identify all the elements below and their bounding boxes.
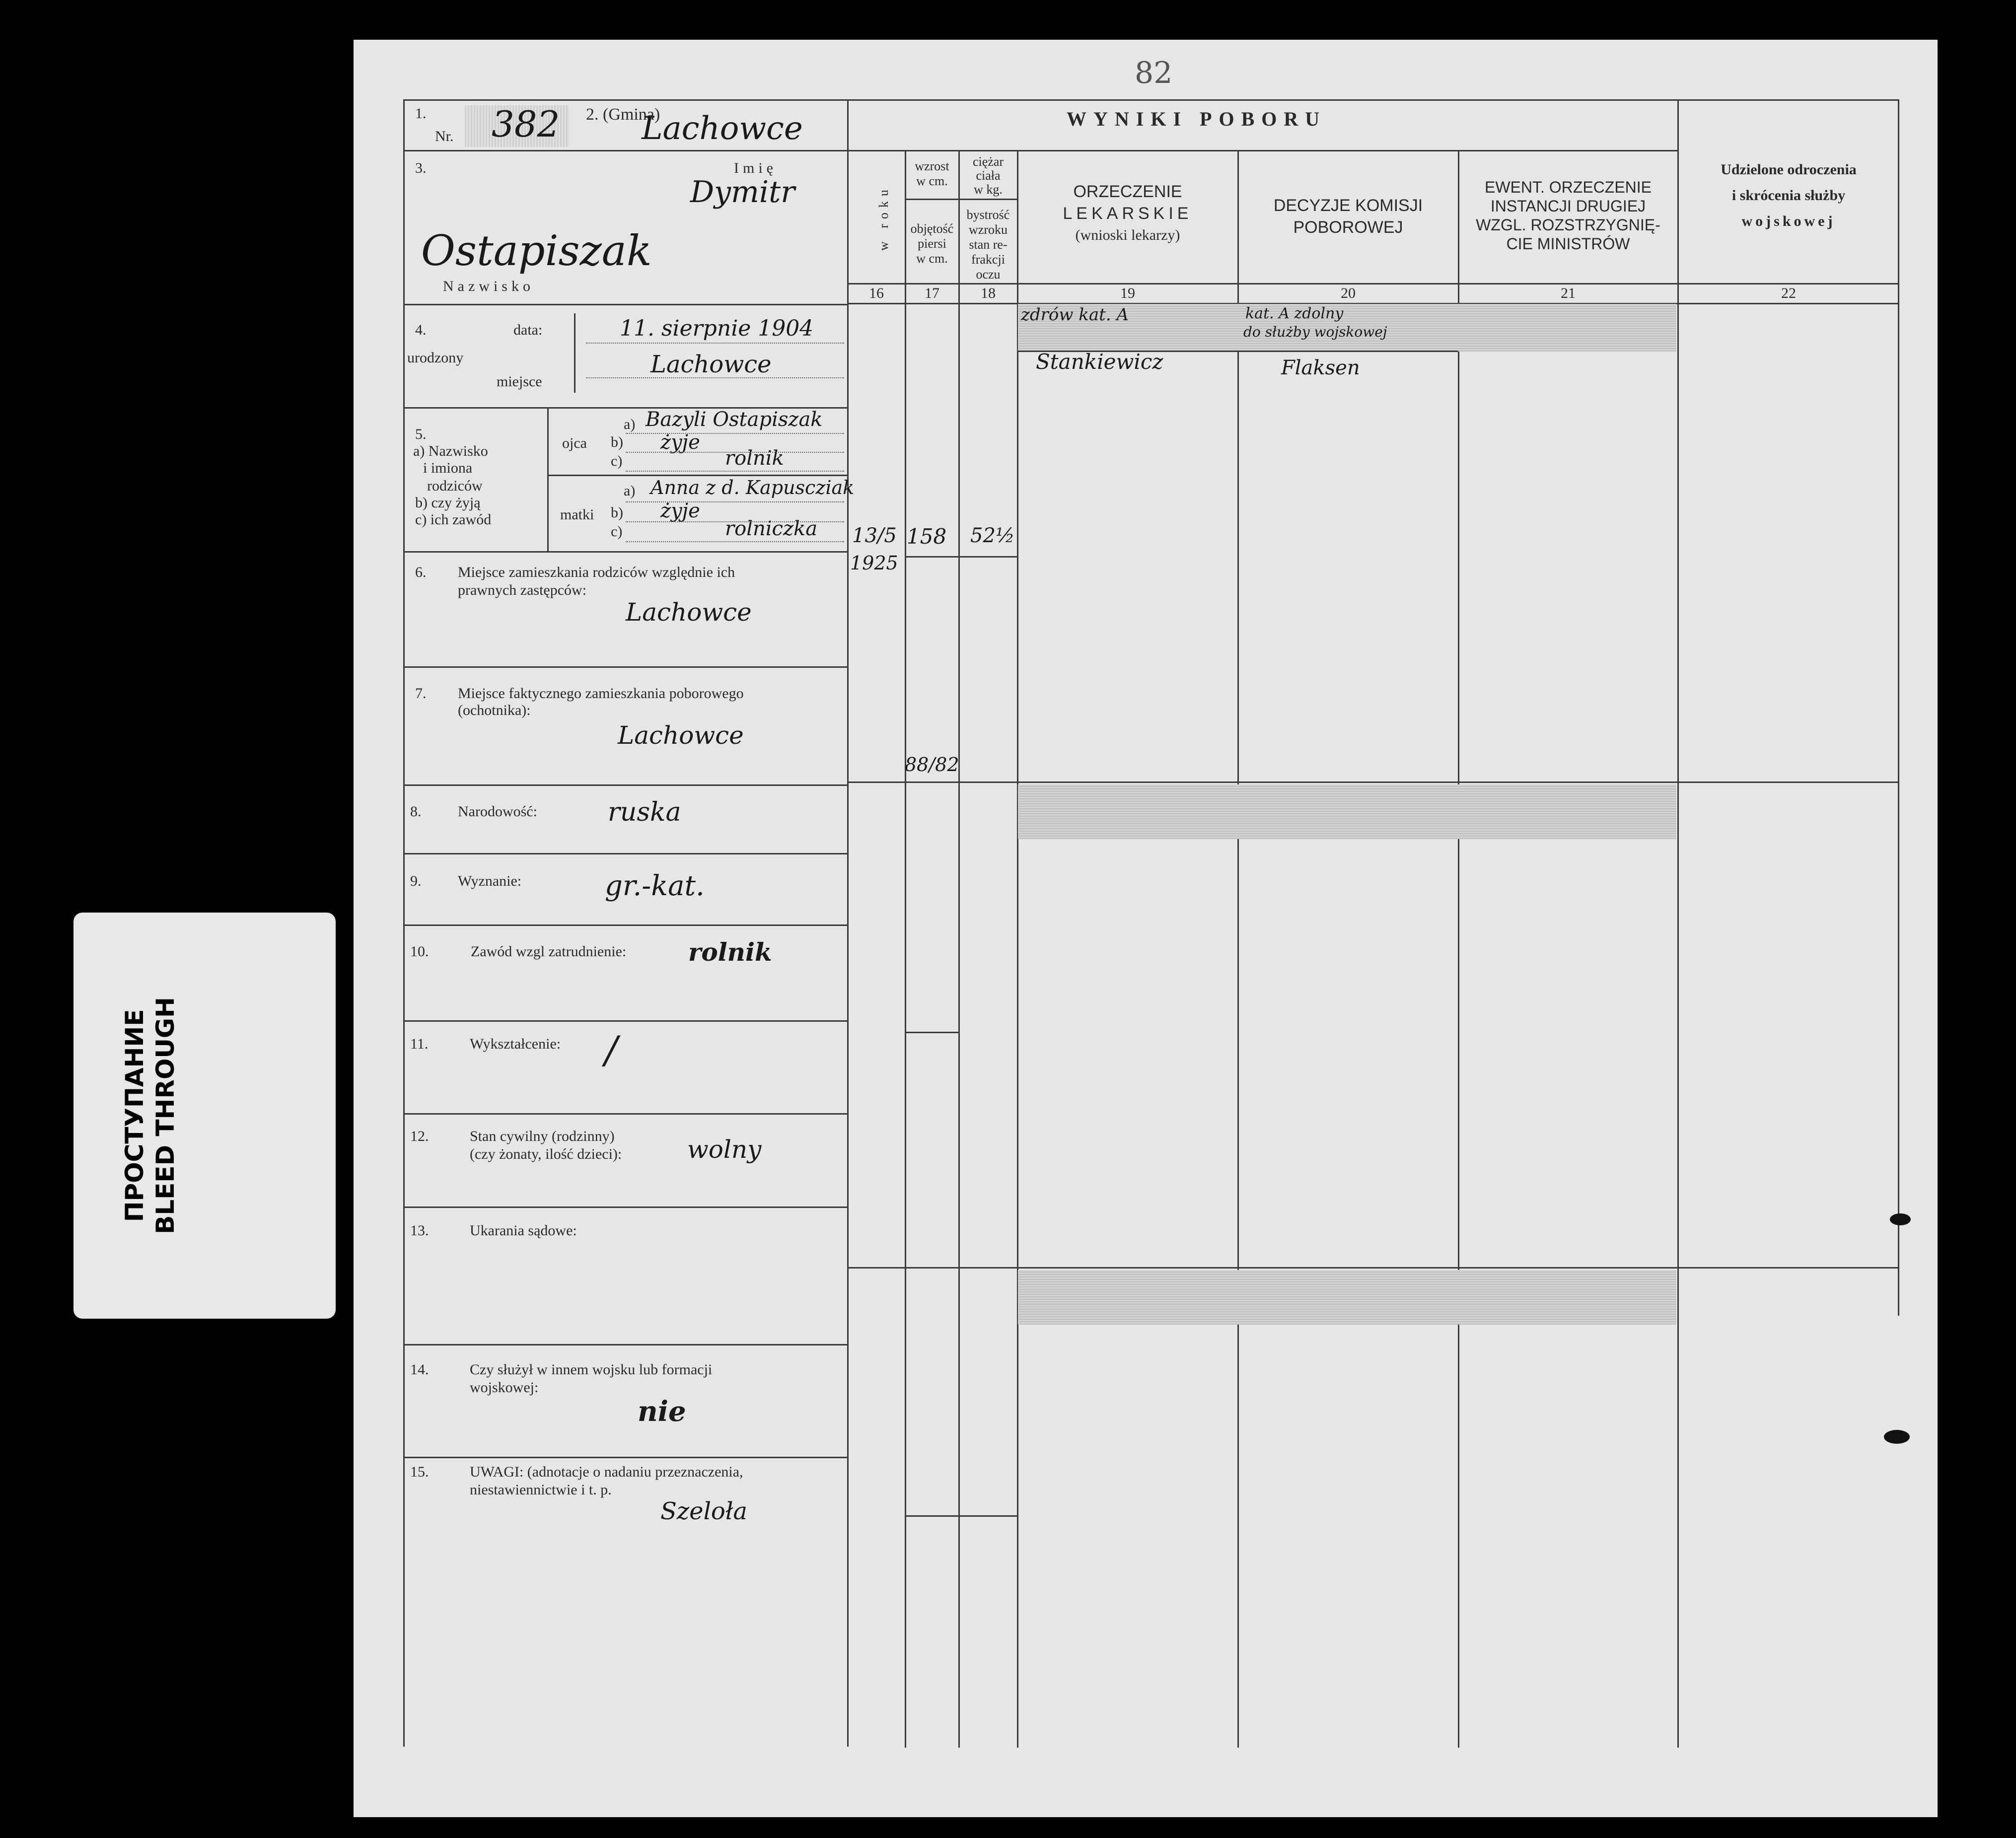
uwagi-label-1: UWAGI: (adnotacje o nadaniu przeznaczenia, [470, 1464, 743, 1480]
shaded-band [1018, 784, 1676, 839]
birth-date-value: 11. sierpnie 1904 [620, 316, 814, 341]
ewent-header: EWENT. ORZECZENIE INSTANCJI DRUGIEJ WZGL. ROZSTRZYGNIĘ- CIE MINISTRÓW [1476, 178, 1660, 253]
rule [547, 407, 549, 551]
zawod-value: rolnik [688, 937, 772, 967]
field-4-number: 4. [415, 322, 427, 338]
rule [403, 924, 848, 926]
wyksztalcenie-label: Wykształcenie: [470, 1036, 561, 1052]
field-14-number: 14. [410, 1361, 429, 1378]
dotted-line [626, 452, 844, 453]
rule [905, 556, 1017, 558]
nazwisko-value: Ostapiszak [421, 226, 652, 275]
decyzja-value-1: kat. A zdolny [1245, 305, 1344, 322]
field-8-number: 8. [410, 803, 422, 820]
field-1-number: 1. [415, 105, 427, 122]
rule [403, 1344, 848, 1345]
rule [403, 1113, 848, 1115]
dotted-line [626, 501, 844, 502]
odroczenia-header: Udzielone odroczenia i skrócenia służby wojskowej [1721, 161, 1857, 229]
field-12-number: 12. [410, 1128, 429, 1144]
mother-alive: żyje [660, 499, 700, 522]
stan-cywilny-value: wolny [687, 1135, 762, 1164]
field-3-number: 3. [415, 160, 427, 176]
birth-place-value: Lachowce [650, 351, 772, 378]
sluzba-label-1: Czy służył w innem wojsku lub formacji [470, 1361, 713, 1378]
field-15-number: 15. [410, 1464, 429, 1480]
matki-label: matki [560, 506, 594, 523]
mother-name: Anna z d. Kapuscziak [650, 477, 855, 498]
stan-cywilny-label-1: Stan cywilny (rodzinny) [470, 1128, 615, 1144]
rule [848, 283, 1899, 284]
dotted-line [626, 471, 844, 472]
zawod-label: Zawód wzgl zatrudnienie: [471, 943, 627, 960]
rule [905, 199, 1017, 200]
gmina-value: Lachowce [642, 110, 803, 147]
rule [958, 150, 960, 1748]
orzeczenie-signature: Stankiewicz [1036, 350, 1163, 374]
rule [1677, 99, 1679, 1748]
chest-value: 88/82 [905, 754, 959, 776]
dotted-line [626, 521, 844, 522]
field-6-label-1: Miejsce zamieszkania rodziców względnie ich [458, 564, 735, 580]
decyzja-value-2: do służby wojskowej [1243, 324, 1387, 340]
field-7-label-2: (ochotnika): [458, 702, 531, 718]
objetosc-header: objętość piersi w cm. [910, 221, 954, 266]
wzrost-header: wzrost w cm. [915, 159, 949, 188]
w-roku-header: w roku [876, 185, 891, 251]
punch-hole [1884, 1430, 1910, 1444]
year-value: 13/5 [852, 524, 897, 547]
rule [574, 313, 576, 393]
rule [848, 99, 1899, 101]
decyzja-signature: Flaksen [1281, 356, 1360, 379]
rule [905, 1032, 958, 1033]
imie-value: Dymitr [690, 175, 795, 210]
rule [848, 781, 1899, 783]
dotted-line [626, 541, 844, 542]
miejsce-label: miejsce [497, 373, 542, 390]
field-5-number: 5. [415, 426, 427, 442]
nazwisko-label: Nazwisko [443, 278, 534, 294]
weight-value: 52½ [970, 524, 1015, 547]
rule [1017, 150, 1018, 1748]
col-17: 17 [925, 285, 939, 301]
bleed-through-label: ПРОСТУПАНИЕ BLEED THROUGH [120, 997, 180, 1234]
orzeczenie-header: ORZECZENIE LEKARSKIE (wnioski lekarzy) [1063, 182, 1193, 243]
col-21: 21 [1561, 285, 1576, 301]
father-name: Bazyli Ostapiszak [646, 408, 823, 431]
narodowosc-value: ruska [608, 797, 681, 827]
rule [403, 99, 848, 101]
decyzje-header: DECYZJE KOMISJI POBOROWEJ [1273, 196, 1423, 237]
rule [1898, 99, 1899, 1316]
ukarania-label: Ukarania sądowe: [470, 1222, 577, 1239]
wyniki-poboru-title: WYNIKI POBORU [1067, 108, 1327, 130]
urodzony-label: urodzony [407, 350, 464, 366]
bystrosc-header: bystrość wzroku stan re- frakcji oczu [966, 208, 1010, 282]
punch-hole [1890, 1213, 1911, 1225]
field-13-number: 13. [410, 1222, 429, 1239]
ojca-label: ojca [562, 435, 587, 451]
field-10-number: 10. [410, 943, 429, 960]
rule [403, 666, 848, 668]
data-label: data: [513, 322, 543, 338]
uwagi-label-2: niestawiennictwie i t. p. [470, 1482, 612, 1498]
wyznanie-value: gr.-kat. [605, 870, 705, 902]
rule [403, 853, 848, 854]
field-2-label: 2. (Gmina) [586, 105, 660, 124]
imie-label: Imię [734, 160, 777, 176]
col-16: 16 [869, 285, 884, 301]
field-1-label: Nr. [435, 128, 454, 144]
wyksztalcenie-value: / [605, 1028, 618, 1072]
dotted-line [626, 433, 844, 434]
rule [1237, 150, 1239, 1748]
father-alive: żyje [660, 431, 700, 454]
field-9-number: 9. [410, 873, 422, 889]
bleed-through-tab [73, 913, 336, 1319]
rule [848, 150, 1678, 151]
registration-number: 382 [492, 103, 560, 145]
sluzba-label-2: wojskowej: [470, 1379, 539, 1396]
rule [403, 1020, 848, 1022]
rule [1458, 150, 1459, 1748]
rule [403, 784, 848, 786]
field-6-label-2: prawnych zastępców: [458, 582, 587, 598]
rule [847, 99, 849, 1747]
stan-cywilny-label-2: (czy żonaty, ilość dzieci): [470, 1146, 622, 1162]
parents-residence-value: Lachowce [626, 598, 752, 627]
rule [403, 1457, 848, 1458]
dotted-line [586, 343, 844, 344]
sluzba-value: nie [638, 1395, 686, 1428]
rule [905, 1515, 1017, 1517]
col-22: 22 [1781, 285, 1796, 301]
rule [403, 150, 848, 151]
field-6-number: 6. [415, 564, 427, 580]
col-20: 20 [1341, 285, 1356, 301]
rule [403, 99, 405, 1747]
sheet-number: 82 [1135, 56, 1173, 90]
rule [403, 1206, 848, 1208]
ciezar-header: ciężar ciała w kg. [972, 154, 1004, 197]
rule [848, 1267, 1899, 1269]
col-19: 19 [1120, 285, 1135, 301]
rule [905, 150, 906, 1748]
height-value: 158 [907, 524, 947, 549]
shaded-band [1018, 1270, 1676, 1325]
field-5-label-a3: rodziców [427, 478, 483, 494]
field-5-label-a: a) Nazwisko [413, 443, 488, 459]
field-5-label-b: b) czy żyją [415, 495, 481, 511]
father-occupation: rolnik [725, 447, 784, 470]
dotted-line [586, 377, 844, 378]
wyznanie-label: Wyznanie: [458, 873, 522, 889]
uwagi-value: Szeloła [660, 1497, 748, 1525]
narodowosc-label: Narodowość: [458, 803, 537, 820]
field-7-number: 7. [415, 685, 427, 702]
rule [547, 475, 847, 476]
orzeczenie-value: zdrów kat. A [1021, 305, 1129, 325]
field-5-label-a2: i imiona [423, 460, 473, 476]
actual-residence-value: Lachowce [618, 721, 744, 750]
rule [403, 551, 848, 553]
field-5-label-c: c) ich zawód [415, 511, 492, 528]
rule [403, 304, 848, 305]
col-18: 18 [981, 285, 996, 301]
mother-occupation: rolniczka [725, 517, 818, 540]
year-value-2: 1925 [850, 552, 898, 574]
field-7-label-1: Miejsce faktycznego zamieszkania poborowego [458, 685, 744, 702]
field-11-number: 11. [410, 1036, 429, 1052]
